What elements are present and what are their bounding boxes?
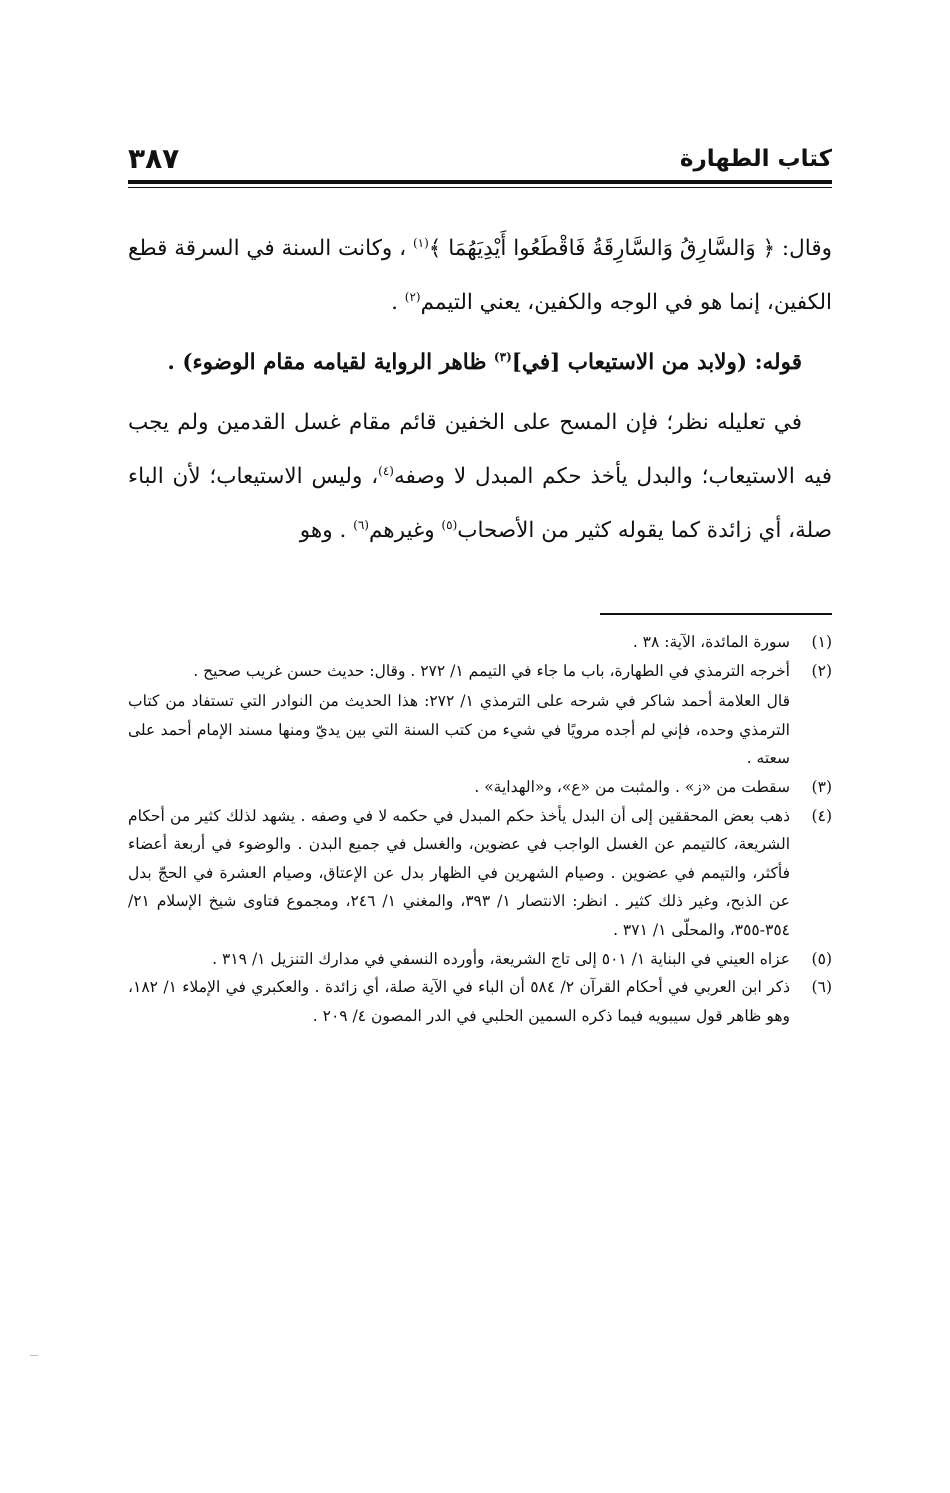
footnote-ref-5: (٥) — [441, 517, 458, 532]
footnote-text: سقطت من «ز» . والمثبت من «ع»، و«الهداية» . — [474, 777, 790, 796]
main-text — [128, 222, 832, 558]
footnote-ref-1: (١) — [412, 235, 429, 250]
footnote-text: ذهب بعض المحققين إلى أن البدل يأخذ حكم المبدل في حكمه لا في وصفه . يشهد لذلك كثير من أحكام الشريعة، كالتيمم عن الغسل الواجب في عضوين، والغسل في جميع البدن . والوضوء في أربعة أعضاء فأكثر، والتيمم في عضوين . وصيام الشهرين في الظهار بدل عن الإعتاق، وصيام العشرة في الحجّ بدل عن الذبح، وغير ذلك كثير . انظر: الانتصار ١/ ٣٩٣، والمغني ١/ ٢٤٦، ومجموع فتاوى شيخ الإسلام ٢١/ ٣٥٤-٣٥٥، والمحلّى ١/ ٣٧١ . — [128, 806, 790, 939]
scan-mark — [30, 1355, 38, 1356]
matn-quote-start: قوله: (ولابد من الاستيعاب [في] — [511, 350, 802, 375]
footnote-number: (٥) — [811, 949, 832, 968]
footnote-6 — [128, 973, 832, 1030]
paragraph-3-text-c: وغيرهم — [368, 518, 442, 543]
footnote-text: أخرجه الترمذي في الطهارة، باب ما جاء في التيمم ١/ ٢٧٢ . وقال: حديث حسن غريب صحيح . — [193, 661, 790, 680]
footnote-number: (١) — [811, 633, 832, 651]
paragraph-1 — [128, 222, 832, 330]
chapter-title: كتاب الطهارة — [679, 146, 832, 172]
header-rule-thick — [128, 180, 832, 184]
footnote-number: (٢) — [811, 661, 832, 680]
paragraph-3-text-a: في تعليله نظر؛ فإن المسح على الخفين قائم مقام غسل القدمين ولم يجب فيه الاستيعاب؛ والبدل يأخذ حكم المبدل لا وصفه — [128, 410, 832, 489]
footnote-2 — [128, 657, 832, 773]
footnote-text: قال العلامة أحمد شاكر في شرحه على الترمذي ١/ ٢٧٢: هذا الحديث من النوادر التي تستفاد من كتاب الترمذي وحده، فإني لم أجده مرويًا في شيء من كتب السنة التي بين يديّ ومنها مسند الإمام أحمد على سعته . — [128, 692, 790, 768]
footnote-ref-3: (٣) — [493, 349, 512, 364]
footnote-ref-4: (٤) — [378, 463, 394, 478]
footnote-separator — [600, 613, 832, 615]
paragraph-1-text: ، وكانت السنة في السرقة قطع الكفين، إنما هو في الوجه والكفين، يعني التيمم — [128, 236, 832, 315]
running-header — [128, 142, 832, 178]
matn-quote-end: ظاهر الرواية لقيامه مقام الوضوء) . — [167, 350, 494, 375]
footnote-5 — [128, 945, 832, 974]
footnote-3 — [128, 773, 832, 802]
paragraph-3-text-d: . وهو — [299, 518, 354, 543]
footnote-number: (٦) — [811, 978, 832, 997]
footnote-ref-6: (٦) — [353, 517, 369, 532]
page-number: ٣٨٧ — [128, 142, 180, 175]
footnote-1 — [128, 628, 832, 657]
paragraph-2-matn — [128, 336, 832, 390]
footnotes — [128, 628, 832, 1030]
quran-quote: وقال: ﴿ وَالسَّارِقُ وَالسَّارِقَةُ فَاقْطَعُوا أَيْدِيَهُمَا ﴾ — [428, 236, 832, 261]
footnote-number: (٤) — [811, 806, 832, 825]
paragraph-3-text-b: ، وليس الاستيعاب؛ لأن الباء صلة، أي زائدة كما يقوله كثير من الأصحاب — [128, 464, 832, 543]
footnote-text: ذكر ابن العربي في أحكام القرآن ٢/ ٥٨٤ أن الباء في الآية صلة، أي زائدة . والعكبري في الإملاء ١/ ١٨٢، وهو ظاهر قول سيبويه فيما ذكره السمين الحلبي في الدر المصون ٤/ ٢٠٩ . — [128, 978, 790, 1025]
header-rule-thin — [128, 187, 832, 188]
footnote-text: عزاه العيني في البناية ١/ ٥٠١ إلى تاج الشريعة، وأورده النسفي في مدارك التنزيل ١/ ٣١٩ . — [212, 949, 790, 968]
footnote-text: سورة المائدة، الآية: ٣٨ . — [632, 633, 790, 651]
paragraph-3 — [128, 396, 832, 558]
footnote-4 — [128, 802, 832, 945]
paragraph-1-end: . — [391, 290, 405, 315]
footnote-number: (٣) — [811, 777, 832, 796]
footnote-ref-2: (٢) — [404, 289, 421, 304]
